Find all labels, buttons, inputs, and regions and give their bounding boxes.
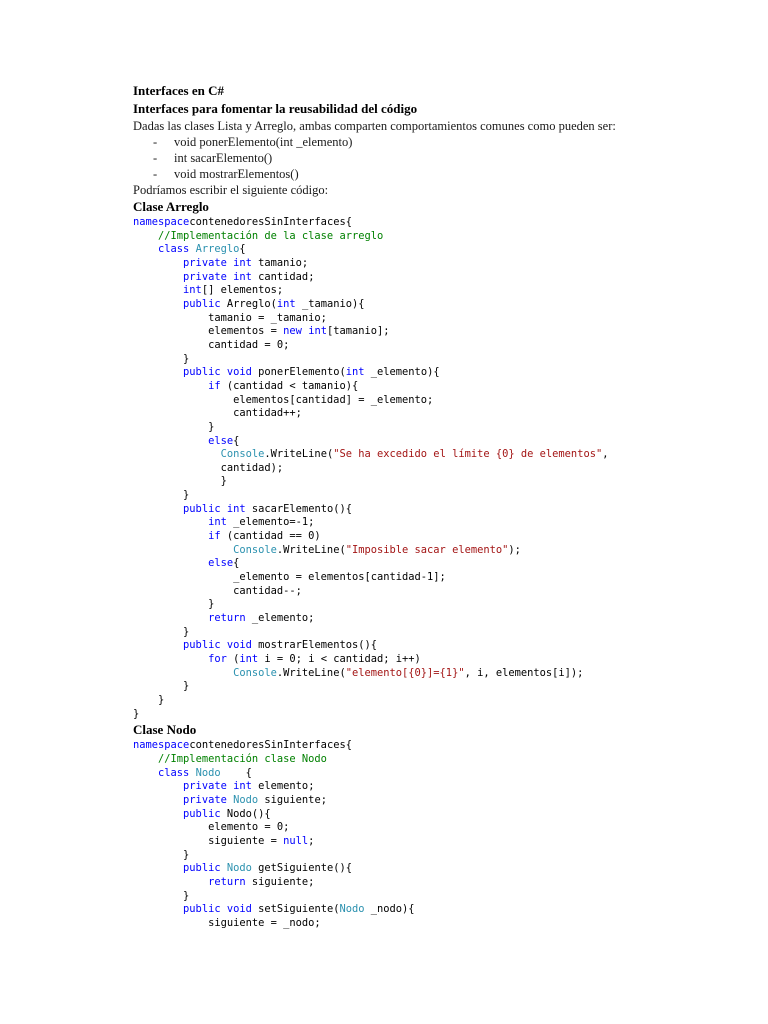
code-token: return [208, 612, 246, 625]
code-token [133, 612, 208, 624]
code-token: Nodo(){ [220, 807, 271, 820]
code-token: new [283, 325, 302, 338]
code-line [133, 475, 227, 487]
code-token: int [308, 325, 327, 338]
code-token: int [233, 270, 252, 283]
code-token: cantidad++; [133, 407, 302, 420]
method-signature: void mostrarElementos() [174, 167, 299, 181]
code-line [133, 489, 189, 501]
code-line [133, 598, 214, 610]
code-token: int [226, 502, 246, 515]
code-line [133, 243, 246, 255]
code-token: } [133, 598, 215, 611]
code-token: } [133, 420, 215, 433]
code-token: public [183, 366, 221, 379]
bullet-dash: - [153, 151, 158, 165]
code-line [133, 530, 321, 542]
list-item [133, 134, 653, 150]
code-token: ponerElemento( [251, 366, 346, 379]
code-line [133, 708, 139, 720]
code-token [133, 903, 183, 915]
code-token [133, 298, 183, 310]
code-line [133, 808, 271, 820]
code-line [133, 435, 239, 447]
code-token [133, 808, 183, 820]
code-token [133, 271, 183, 283]
code-token: (cantidad < tamanio){ [220, 379, 359, 392]
code-token: { [239, 243, 246, 256]
code-token: [tamanio]; [326, 325, 390, 338]
code-token: Nodo [233, 793, 259, 806]
code-token: for [208, 653, 227, 665]
code-line [133, 353, 189, 365]
code-token [133, 380, 208, 392]
code-token: Nodo [339, 903, 365, 916]
code-token [133, 243, 158, 255]
code-token: int [233, 780, 252, 793]
code-token: cantidad; [251, 270, 315, 283]
code-token [133, 767, 158, 779]
code-token: .WriteLine( [264, 448, 334, 461]
code-line [133, 230, 383, 242]
code-block-arreglo [133, 216, 653, 721]
code-token: private [183, 270, 227, 283]
code-token: , [602, 448, 609, 461]
code-token: siguiente = _nodo; [133, 916, 321, 929]
code-token: void [226, 903, 252, 916]
code-token: [] elementos; [201, 284, 284, 297]
code-line [133, 421, 214, 433]
code-token: } [133, 848, 190, 861]
code-token [133, 448, 221, 460]
code-line [133, 571, 446, 583]
code-line [133, 890, 189, 902]
code-token: mostrarElementos(){ [251, 639, 378, 652]
code-line [133, 680, 189, 692]
code-token [133, 435, 208, 447]
code-token: //Implementación clase Nodo [158, 752, 327, 765]
code-line [133, 394, 433, 406]
document-title: Interfaces en C# [133, 83, 224, 98]
document-page [133, 82, 653, 930]
code-token: Console [220, 448, 265, 461]
code-token: tamanio; [251, 256, 309, 269]
code-token: .WriteLine( [276, 543, 346, 556]
code-line [133, 448, 608, 460]
code-token: _tamanio){ [295, 297, 365, 310]
code-token: Nodo [195, 766, 221, 779]
code-token [133, 230, 158, 242]
code-token [133, 653, 208, 665]
code-line [133, 862, 352, 874]
code-token: Nodo [226, 862, 252, 875]
code-token: _elemento; [245, 612, 315, 625]
code-token: public [183, 903, 221, 916]
code-token [133, 876, 208, 888]
code-token [133, 530, 208, 542]
code-token: (cantidad == 0) [220, 530, 321, 543]
code-token: , i, elementos[i]); [464, 666, 584, 679]
code-line [133, 917, 321, 929]
code-token [133, 753, 158, 765]
code-line [133, 339, 289, 351]
code-token: Arreglo( [220, 297, 277, 310]
document-subtitle: Interfaces para fomentar la reusabilidad del código [133, 101, 418, 116]
code-token: setSiguiente( [251, 903, 340, 916]
code-token: public [183, 862, 221, 875]
code-token: "Se ha excedido el límite {0} de elementos" [333, 448, 603, 461]
code-token: int [183, 284, 202, 297]
code-token: public [183, 807, 221, 820]
code-token: null [283, 834, 309, 847]
code-token: return [208, 875, 246, 888]
code-line [133, 767, 252, 779]
code-line [133, 257, 308, 269]
code-token: .WriteLine( [276, 666, 346, 679]
code-token: elementos = [133, 325, 284, 338]
code-token [133, 257, 183, 269]
code-token: _nodo){ [364, 903, 415, 916]
code-token: private [183, 793, 227, 806]
code-token: //Implementación de la clase arreglo [158, 229, 384, 242]
code-token: Arreglo [195, 243, 240, 256]
list-item [133, 166, 653, 182]
code-token: void [226, 639, 252, 652]
intro-paragraph: Dadas las clases Lista y Arreglo, ambas comparten comportamientos comunes como pueden ser: [133, 119, 616, 133]
code-line [133, 325, 390, 337]
code-line [133, 753, 327, 765]
code-token: int [345, 366, 365, 379]
code-token: int [233, 256, 252, 269]
section-heading-nodo: Clase Nodo [133, 722, 197, 738]
code-token: namespace [133, 739, 190, 752]
code-token: _elemento=-1; [226, 516, 315, 529]
code-line [133, 821, 289, 833]
code-token [133, 366, 183, 378]
code-token: public [183, 297, 221, 310]
code-token: } [133, 625, 190, 638]
code-token: Console [233, 666, 277, 679]
code-token: ); [508, 543, 521, 556]
code-token: siguiente; [258, 793, 327, 806]
code-line [133, 516, 314, 528]
code-token: Console [233, 543, 277, 556]
code-line [133, 503, 352, 515]
code-token: cantidad = 0; [133, 338, 290, 351]
bullet-dash: - [153, 167, 158, 181]
code-token: class [158, 243, 190, 256]
code-token: } [133, 489, 190, 502]
code-line [133, 298, 365, 310]
list-item [133, 150, 653, 166]
code-line [133, 849, 189, 861]
code-token: namespace [133, 216, 190, 228]
lead-paragraph: Podríamos escribir el siguiente código: [133, 183, 329, 197]
code-token [133, 794, 183, 806]
code-token: } [133, 707, 140, 720]
code-token: int [239, 653, 259, 665]
code-token: void [226, 366, 252, 379]
code-line [133, 876, 314, 888]
code-token [133, 639, 183, 651]
code-token: "elemento[{0}]={1}" [345, 666, 465, 679]
code-line [133, 585, 302, 597]
code-token: int [208, 516, 227, 529]
code-token: cantidad); [133, 461, 284, 474]
code-token: i = 0; i < cantidad; i++) [258, 653, 421, 665]
code-token: siguiente; [245, 875, 315, 888]
code-line [133, 312, 327, 324]
code-token: elemento; [251, 780, 315, 793]
method-list [133, 134, 653, 182]
code-token: elemento = 0; [133, 821, 290, 834]
code-token: ; [308, 834, 315, 847]
code-token: public [183, 502, 221, 515]
code-line [133, 366, 440, 378]
method-signature: int sacarElemento() [174, 151, 273, 165]
code-line [133, 626, 189, 638]
code-token: } [133, 680, 190, 693]
code-token [133, 862, 183, 874]
code-token: else [208, 434, 234, 447]
section-heading-arreglo: Clase Arreglo [133, 199, 209, 214]
code-line [133, 284, 283, 296]
code-token: contenedoresSinInterfaces{ [189, 216, 352, 228]
code-line [133, 694, 164, 706]
code-token: int [276, 297, 296, 310]
code-token: siguiente = [133, 834, 284, 847]
code-token: "Imposible sacar elemento" [345, 543, 509, 556]
bullet-dash: - [153, 135, 158, 149]
code-token: { [220, 766, 252, 779]
code-line [133, 544, 521, 556]
code-line [133, 407, 302, 419]
code-line [133, 835, 314, 847]
code-line [133, 612, 314, 624]
code-token: } [133, 889, 190, 902]
code-line [133, 794, 327, 806]
code-token: _elemento = elementos[cantidad-1]; [133, 571, 446, 584]
code-block-nodo [133, 739, 653, 930]
code-token: } [133, 693, 165, 706]
code-token [133, 516, 208, 528]
code-token: else [208, 557, 234, 570]
code-token: contenedoresSinInterfaces{ [189, 739, 352, 752]
code-token [133, 544, 233, 556]
code-token: private [183, 780, 227, 793]
code-token: private [183, 256, 227, 269]
code-token [133, 503, 183, 515]
code-token: sacarElemento(){ [245, 502, 352, 515]
code-token: _elemento){ [364, 366, 440, 379]
code-token [133, 557, 208, 569]
code-line [133, 739, 352, 751]
code-token: if [208, 379, 221, 392]
code-token: public [183, 639, 221, 652]
code-line [133, 780, 314, 792]
code-token: tamanio = _tamanio; [133, 311, 327, 324]
method-signature: void ponerElemento(int _elemento) [174, 135, 353, 149]
code-token [133, 667, 233, 679]
code-line [133, 271, 314, 283]
code-token: } [133, 475, 227, 488]
code-line [133, 462, 283, 474]
code-token: } [133, 352, 190, 365]
code-token [133, 284, 183, 296]
code-line [133, 653, 421, 665]
code-line [133, 903, 415, 915]
code-line [133, 639, 377, 651]
code-token: cantidad--; [133, 584, 302, 597]
code-token: { [233, 557, 240, 570]
code-token: { [233, 434, 240, 447]
code-line [133, 557, 239, 569]
code-token: elementos[cantidad] = _elemento; [133, 393, 434, 406]
code-token [133, 780, 183, 792]
code-token: getSiguiente(){ [251, 862, 352, 875]
code-line [133, 216, 352, 228]
code-line [133, 380, 358, 392]
code-token: if [208, 530, 221, 543]
code-token: ( [226, 653, 240, 665]
code-token: class [158, 766, 190, 779]
code-line [133, 667, 583, 679]
